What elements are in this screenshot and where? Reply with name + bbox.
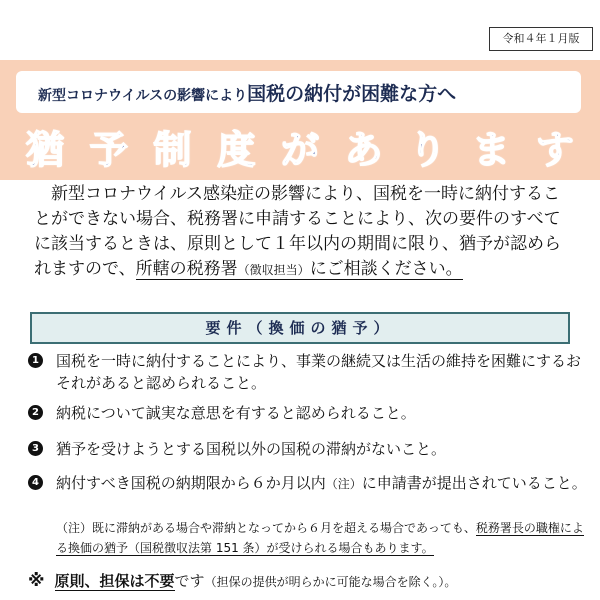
title-char: 制 (153, 127, 192, 172)
item-text: 猶予を受けようとする国税以外の国税の滞納がないこと。 (56, 440, 447, 458)
title-char: 猶 (26, 127, 65, 172)
tax-office-link-text (136, 259, 463, 280)
title-char: す (535, 127, 574, 172)
intro-paragraph (34, 182, 570, 283)
title-char: あ (344, 127, 383, 172)
subtitle (38, 79, 456, 107)
item-number: 4 (28, 475, 43, 490)
item-text-cont: に申請書が提出されていること。 (361, 474, 587, 492)
subtitle-big: 国税の納付が困難な方へ (247, 83, 457, 105)
requirement-item (28, 472, 588, 495)
title-char: り (408, 127, 447, 172)
collateral-note-paren: （担保の提供が明らかに可能な場合を除く。）。 (204, 575, 457, 589)
item-note: （注） (325, 477, 362, 491)
item-text: 納税について誠実な意思を有すると認められること。 (56, 404, 416, 422)
item-number: 3 (28, 441, 43, 456)
tax-office-note: （徴収担当） (237, 263, 310, 277)
item-text-wrap (56, 472, 588, 495)
collateral-note (28, 570, 598, 592)
title-char: 予 (89, 127, 128, 172)
main-title (0, 118, 600, 174)
collateral-rest: です (174, 572, 205, 590)
item-text: 国税を一時に納付することにより、事業の継続又は生活の維持を困難にするおそれがあると認められること。 (56, 352, 582, 392)
item-number: 2 (28, 405, 43, 420)
requirements-header: 要件（換価の猶予） (30, 312, 570, 344)
intro-main: 新型コロナウイルス感染症の影響により、国税を一時に納付することができない場合、税務署に申請することにより、次の要件のすべてに該当するときは、原則として１年以内の期間に限り、猶予が認められますので、 (34, 184, 561, 279)
title-char: 度 (217, 127, 256, 172)
item-text: 納付すべき国税の納期限から６か月以内 (56, 474, 326, 492)
requirement-item (28, 402, 588, 424)
title-char: が (280, 127, 319, 172)
requirement-item (28, 350, 588, 394)
version-label: 令和４年１月版 (489, 27, 593, 51)
collateral-bold: 原則、担保は不要 (54, 572, 175, 590)
title-char: ま (472, 127, 511, 172)
reference-mark: ※ (28, 571, 45, 591)
footnote (56, 518, 586, 558)
subtitle-small: 新型コロナウイルスの影響により (38, 88, 248, 104)
requirement-item (28, 438, 588, 460)
footnote-underlined: 税務署長の職権による換価の猶予（国税徴収法第 151 条）が受けられる場合もあります。 (56, 521, 584, 555)
footnote-pre: （注）既に滞納がある場合や滞納となってから６月を超える場合であっても、 (56, 521, 476, 535)
consult-text: にご相談ください。 (309, 259, 463, 279)
item-number: 1 (28, 353, 43, 368)
tax-office-label: 所轄の税務署 (135, 259, 238, 279)
